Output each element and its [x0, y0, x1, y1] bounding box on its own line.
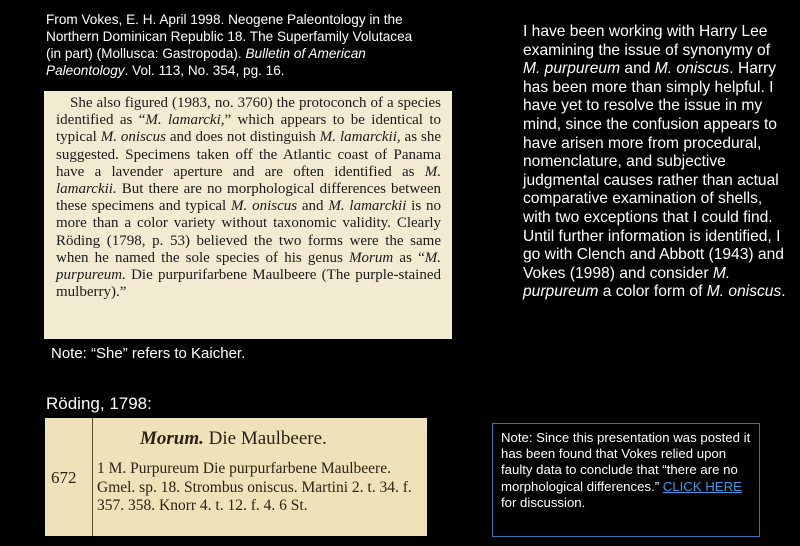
click-here-link[interactable]: CLICK HERE — [662, 478, 742, 494]
excerpt-italic: Morum — [349, 249, 394, 266]
excerpt-text: as “ — [393, 249, 425, 266]
excerpt-text: as she suggested. Specimens taken off the Atlantic coast of Panama have a lavender aperture and are often identified as — [56, 129, 441, 180]
excerpt-italic: M. lamarckii — [328, 198, 407, 215]
commentary-italic: M. purpureum — [523, 60, 621, 78]
citation — [46, 11, 426, 79]
update-note-box — [492, 423, 760, 537]
excerpt-italic: M. purpureum. — [56, 249, 441, 284]
excerpt-italic: M. lamarckii, — [319, 129, 401, 146]
commentary-span: and — [620, 60, 655, 78]
excerpt-paragraph — [56, 95, 441, 301]
excerpt-text: Die purpurifarbene Maulbeere (The purple-stained mulberry).” — [56, 267, 441, 301]
excerpt-italic: M. lamarcki, — [145, 112, 225, 129]
citation-journal: Bulletin of American Paleontology — [46, 46, 366, 78]
excerpt-text: and does not distinguish — [165, 129, 320, 146]
commentary-italic: M. oniscus — [706, 283, 782, 301]
commentary-span: . Harry has been more than simply helpful. I have yet to resolve the issue in my mind, since the confusion appears to have arisen more from procedural, nomenclature, and subjective judgmental causes rather than actual comparative examination of shells, with two exceptions that I could find. Until further information is identified, I go with Clench and Abbott (1943) and Vokes (1998) and consider — [523, 60, 784, 282]
excerpt-italic: M. lamarckii. — [56, 163, 441, 198]
commentary-span: I have been working with Harry Lee examining the issue of synonymy of — [523, 23, 771, 59]
citation-text: From Vokes, E. H. April 1998. Neogene Paleontology in the Northern Dominican Republic 18. The Superfamily Volutacea (in part) (Mollusca: Gastropoda). — [46, 12, 413, 61]
scan-genus-common: Die Maulbeere. — [203, 428, 327, 449]
excerpt-text: and — [297, 198, 329, 215]
kaicher-note: Note: “She” refers to Kaicher. — [51, 345, 246, 362]
commentary-span: . — [781, 283, 786, 301]
citation-volume: . Vol. 113, No. 354, pg. 16. — [124, 63, 285, 78]
excerpt-text: ” which appears to be identical to typical — [56, 112, 441, 146]
excerpt-text: She also figured (1983, no. 3760) the protoconch of a species identified as “ — [56, 95, 441, 129]
excerpt-text: But there are no morphological differences between these specimens and typical — [56, 181, 441, 215]
scan-column-rule — [92, 418, 93, 536]
excerpt-text: is no more than a color variety without taxonomic validity. Clearly Röding (1798, p. 53) believed the two forms were the same when he named the sole species of his genus — [56, 198, 441, 266]
scan-entry-number: 672 — [51, 468, 77, 487]
commentary-span: a color form of — [598, 283, 707, 301]
scan-genus-header — [140, 428, 327, 450]
update-note-after: for discussion. — [501, 494, 586, 510]
update-note-text: Note: Since this presentation was posted it has been found that Vokes relied upon faulty data to conclude that “there are no morphological differences.” — [501, 430, 751, 494]
scan-entry-text: 1 M. Purpureum Die purpurfarbene Maulbeere. Gmel. sp. 18. Strombus oniscus. Martini 2. t. 34. f. 357. 358. Knorr 4. t. 12. f. 4. 6 St. — [97, 460, 412, 514]
commentary-text — [523, 23, 788, 302]
vokes-excerpt-scan — [44, 91, 452, 339]
excerpt-italic: M. oniscus — [100, 129, 166, 146]
roding-scan — [45, 418, 427, 536]
excerpt-italic: M. oniscus — [231, 198, 298, 215]
commentary-italic: M. purpureum — [523, 264, 731, 301]
commentary-italic: M. oniscus — [654, 60, 730, 78]
roding-label: Röding, 1798: — [46, 394, 152, 413]
scan-genus-name: Morum. — [140, 428, 204, 449]
